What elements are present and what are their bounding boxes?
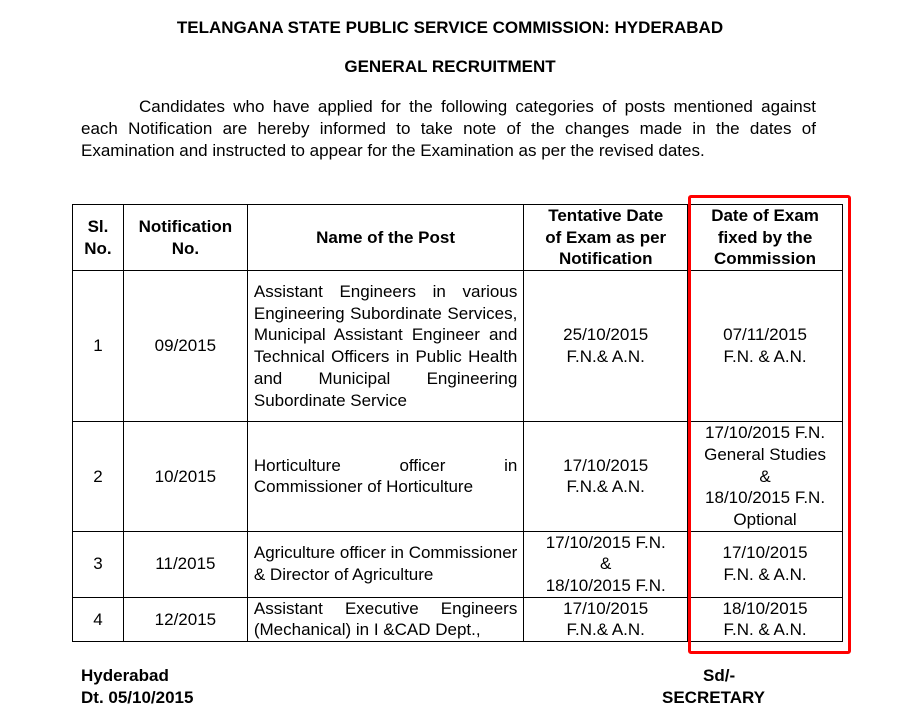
cell-notification-no: 09/2015: [123, 271, 247, 422]
cell-fixed-date: 17/10/2015 F.N. & A.N.: [688, 531, 843, 597]
page-title: TELANGANA STATE PUBLIC SERVICE COMMISSION: HYDERABAD: [176, 18, 724, 37]
cell-fixed-date: 18/10/2015 F.N. & A.N.: [688, 597, 843, 641]
cell-sl-no: 1: [73, 271, 124, 422]
cell-tentative-date: 17/10/2015 F.N.& A.N.: [524, 422, 688, 532]
cell-notification-no: 10/2015: [123, 422, 247, 532]
header-tentative-date: Tentative Date of Exam as per Notification: [524, 205, 688, 271]
cell-post-name: Agriculture officer in Commissioner & Director of Agriculture: [247, 531, 523, 597]
cell-tentative-date: 25/10/2015 F.N.& A.N.: [524, 271, 688, 422]
page-subtitle: GENERAL RECRUITMENT: [344, 57, 556, 76]
footer-place: Hyderabad: [81, 666, 169, 685]
cell-post-name: Horticulture officer in Commissioner of Horticulture: [247, 422, 523, 532]
cell-sl-no: 4: [73, 597, 124, 641]
footer-signature: Sd/-: [703, 666, 736, 685]
cell-post-name: Assistant Engineers in various Engineering Subordinate Services, Municipal Assistant Engineer and Technical Officers in Public Health and Municipal Engineering Subordinate Service: [247, 271, 523, 422]
header-sl-no: Sl. No.: [73, 205, 124, 271]
cell-sl-no: 3: [73, 531, 124, 597]
cell-tentative-date: 17/10/2015 F.N. & 18/10/2015 F.N.: [524, 531, 688, 597]
cell-fixed-date: 17/10/2015 F.N. General Studies & 18/10/2015 F.N. Optional: [688, 422, 843, 532]
header-fixed-date: Date of Exam fixed by the Commission: [688, 205, 843, 271]
cell-notification-no: 12/2015: [123, 597, 247, 641]
intro-paragraph: Candidates who have applied for the following categories of posts mentioned against each Notification are hereby informed to take note of the changes made in the dates of Examination and instructed to appear for the Examination as per the revised dates.: [81, 97, 816, 160]
cell-post-name: Assistant Executive Engineers (Mechanical) in I &CAD Dept.,: [247, 597, 523, 641]
cell-tentative-date: 17/10/2015 F.N.& A.N.: [524, 597, 688, 641]
cell-fixed-date: 07/11/2015 F.N. & A.N.: [688, 271, 843, 422]
footer-designation: SECRETARY: [662, 688, 765, 707]
cell-notification-no: 11/2015: [123, 531, 247, 597]
highlight-box: [688, 195, 851, 654]
header-notification-no: Notification No.: [123, 205, 247, 271]
cell-sl-no: 2: [73, 422, 124, 532]
footer-date: Dt. 05/10/2015: [81, 688, 194, 707]
header-post-name: Name of the Post: [247, 205, 523, 271]
